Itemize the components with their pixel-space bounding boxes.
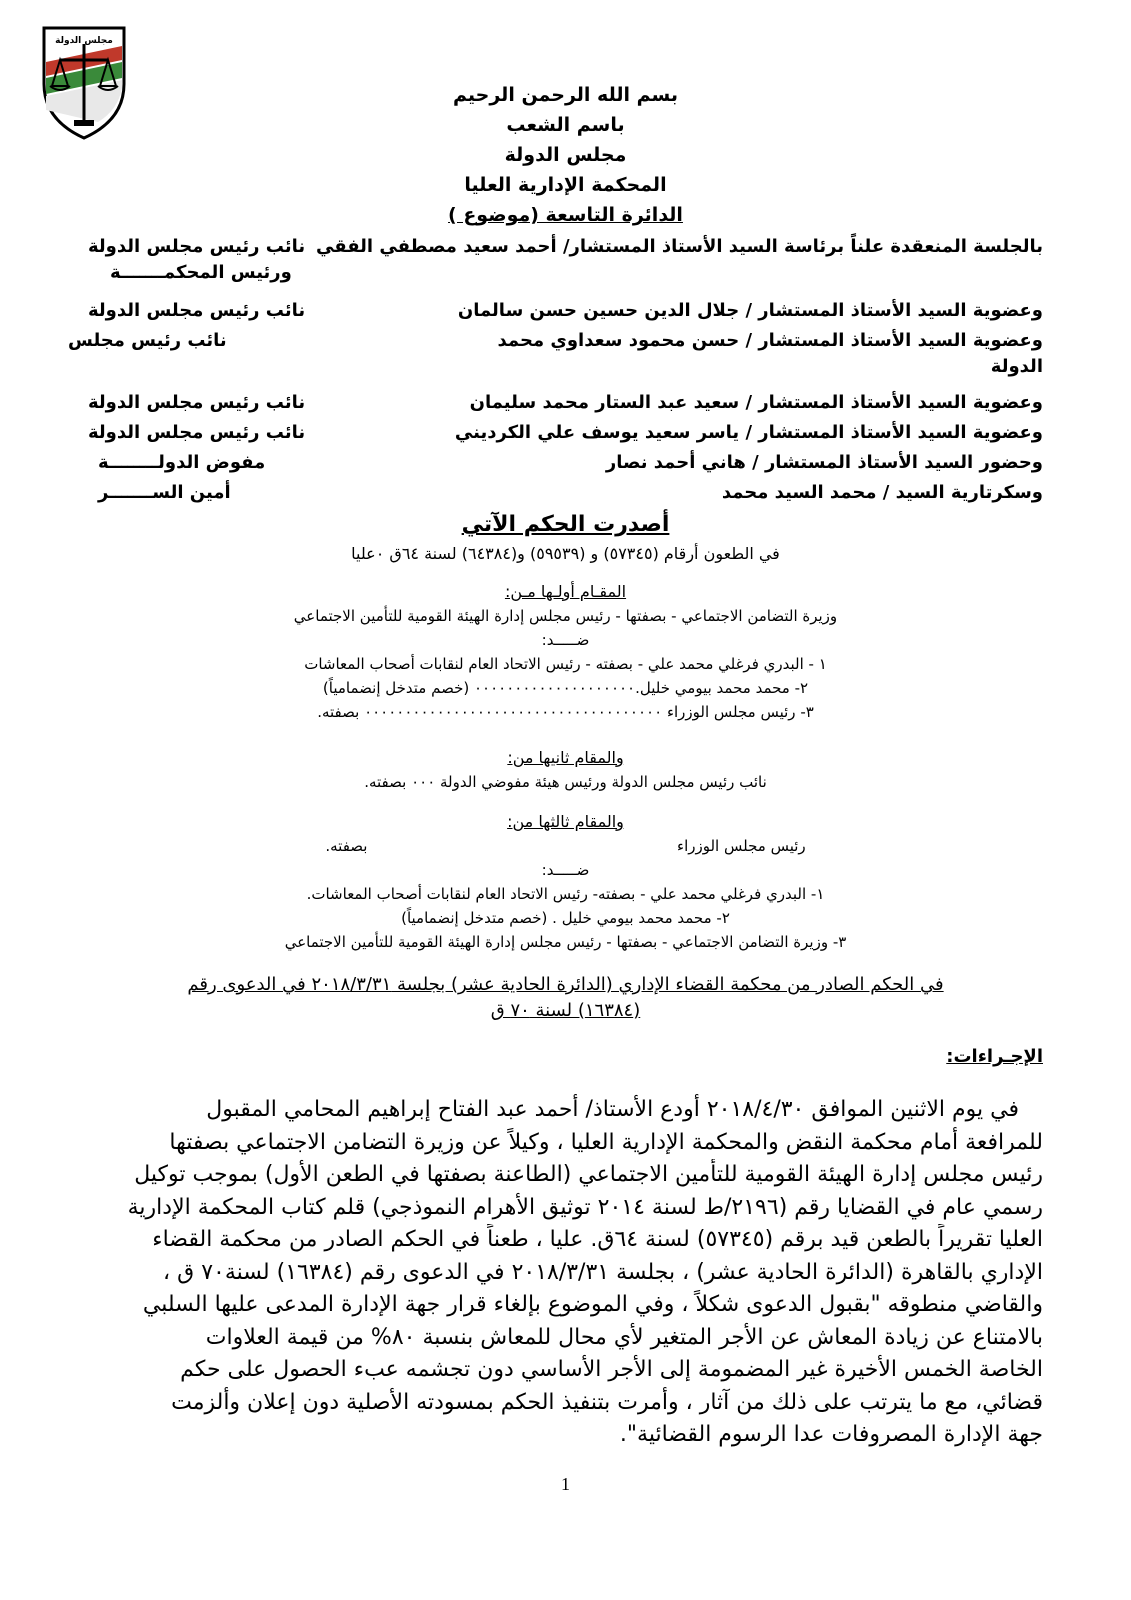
council-name: مجلس الدولة <box>504 144 627 166</box>
panel-member: وعضوية السيد الأستاذ المستشار / جلال الدين حسين حسن سالمان <box>457 300 1043 321</box>
panel-title-cont: ورئيس المحكمـــــــة <box>110 262 292 283</box>
panel-member: وسكرتارية السيد / محمد السيد محمد <box>721 482 1043 503</box>
paragraph-line: الخاصة الخمس الأخيرة غير المضمومة إلى الأجر الأساسي دون تجشمه عبء الحصول على حكم <box>180 1357 1043 1382</box>
paragraph-line: للمرافعة أمام محكمة النقض والمحكمة الإدارية العليا ، وكيلاً عن وزيرة التضامن الاجتماعي بصفتها <box>169 1129 1043 1155</box>
respondent-line: ٢- محمد محمد بيومي خليل.٠٠٠٠٠٠٠٠٠٠٠٠٠٠٠٠٠٠٠٠ (خصم متدخل إنضمامياً) <box>322 679 809 697</box>
paragraph-line: جهة الإدارة المصروفات عدا الرسوم القضائية". <box>619 1422 1043 1447</box>
paragraph-line: بالامتناع عن زيادة المعاش عن الأجر المتغير لأي محال للمعاش بنسبة ٨٠% من قيمة العلاوات <box>205 1324 1043 1350</box>
first-appeal-heading: المقـام أولـها مـن: <box>504 582 627 601</box>
panel-row <box>0 236 1131 283</box>
document-header <box>0 80 1131 230</box>
circuit-name: الدائرة التاسعة (موضوع ) <box>448 204 683 226</box>
respondent-line: ١- البدري فرغلي محمد علي - بصفته- رئيس الاتحاد العام لنقابات أصحاب المعاشات. <box>306 885 825 903</box>
second-appeal-heading: والمقام ثانيها من: <box>507 748 624 767</box>
against-label: ضـــــد: <box>541 861 590 879</box>
panel-row <box>0 422 1131 452</box>
second-appeal <box>0 746 1131 794</box>
panel-title: نائب رئيس مجلس <box>68 330 227 351</box>
paragraph-line: قضائي، مع ما يترتب على ذلك من آثار ، وأمرت بتنفيذ الحكم بمسودته الأصلية دون إعلان وألزمت <box>171 1389 1043 1415</box>
panel-row <box>0 300 1131 330</box>
panel-row <box>0 330 1131 377</box>
procedures-body <box>68 1094 1043 1452</box>
court-name: المحكمة الإدارية العليا <box>464 174 667 196</box>
respondent-line: ٣- رئيس مجلس الوزراء ٠٠٠٠٠٠٠٠٠٠٠٠٠٠٠٠٠٠٠٠٠٠٠٠٠٠٠٠٠٠٠٠٠٠٠٠٠ بصفته. <box>317 703 814 721</box>
respondent-line: ٣- وزيرة التضامن الاجتماعي - بصفتها - رئيس مجلس إدارة الهيئة القومية للتأمين الاجتماعي <box>284 933 847 951</box>
in-name-of-people: باسم الشعب <box>506 114 625 136</box>
page-number: 1 <box>561 1474 570 1494</box>
panel-member-cont: الدولة <box>990 356 1043 377</box>
paragraph-line: في يوم الاثنين الموافق ٢٠١٨/٤/٣٠ أودع الأستاذ/ أحمد عبد الفتاح إبراهيم المحامي المقبول <box>206 1097 1019 1122</box>
judgment-reference <box>0 972 1131 1024</box>
panel-member: وحضور السيد الأستاذ المستشار / هاني أحمد نصار <box>605 452 1043 473</box>
panel-title: نائب رئيس مجلس الدولة <box>88 300 306 321</box>
judgment-reference-line: في الحكم الصادر من محكمة القضاء الإداري (الدائرة الحادية عشر) بجلسة ٢٠١٨/٣/٣١ في الدعوى رقم <box>187 974 944 995</box>
first-appellant: وزيرة التضامن الاجتماعي - بصفتها - رئيس مجلس إدارة الهيئة القومية للتأمين الاجتماعي <box>293 607 838 625</box>
panel-title: نائب رئيس مجلس الدولة <box>88 236 306 257</box>
respondent-line: ١ - البدري فرغلي محمد علي - بصفته - رئيس الاتحاد العام لنقابات أصحاب المعاشات <box>304 655 827 673</box>
against-label: ضـــــد: <box>541 631 590 649</box>
panel-member: وعضوية السيد الأستاذ المستشار / سعيد عبد الستار محمد سليمان <box>469 392 1043 413</box>
paragraph-line: الإداري بالقاهرة (الدائرة الحادية عشر) ، بجلسة ٢٠١٨/٣/٣١ في الدعوى رقم (١٦٣٨٤) لسنة٧٠ ق ، <box>163 1259 1043 1285</box>
paragraph-line: والقاضي منطوقه "بقبول الدعوى شكلاً ، وفي الموضوع بإلغاء قرار جهة الإدارة المدعى عليها السلبي <box>142 1292 1043 1317</box>
paragraph-line: رسمي عام في القضايا رقم (٢١٩٦/ط لسنة ٢٠١٤ توثيق الأهرام النموذجي) قلم كتاب المحكمة الإدارية <box>127 1194 1043 1220</box>
third-appellant-row <box>0 834 1131 858</box>
third-capacity: بصفته. <box>325 837 368 855</box>
respondent-line: ٢- محمد محمد بيومي خليل . (خصم متدخل إنضمامياً) <box>401 909 730 927</box>
third-appeal <box>0 810 1131 954</box>
panel-member: بالجلسة المنعقدة علناً برئاسة السيد الأستاذ المستشار/ أحمد سعيد مصطفي الفقي <box>316 236 1043 257</box>
panel-member: وعضوية السيد الأستاذ المستشار / ياسر سعيد يوسف علي الكرديني <box>454 422 1043 443</box>
panel-row <box>0 482 1131 512</box>
panel-title: مفوض الدولــــــــة <box>98 452 266 473</box>
basmala: بسم الله الرحمن الرحيم <box>453 84 678 106</box>
panel-member: وعضوية السيد الأستاذ المستشار / حسن محمود سعداوي محمد <box>497 330 1043 351</box>
procedures-heading: الإجـراءات: <box>946 1046 1043 1067</box>
verdict-heading: أصدرت الحكم الآتي <box>461 512 670 537</box>
first-appeal <box>0 580 1131 724</box>
panel-row <box>0 452 1131 482</box>
second-appellant: نائب رئيس مجلس الدولة ورئيس هيئة مفوضي الدولة ٠٠٠ بصفته. <box>364 773 767 791</box>
panel-title: نائب رئيس مجلس الدولة <box>88 392 306 413</box>
third-appellant: رئيس مجلس الوزراء <box>677 837 806 855</box>
paragraph-line: رئيس مجلس إدارة الهيئة القومية للتأمين الاجتماعي (الطاعنة بصفتها في الطعن الأول) بموجب توكيل <box>134 1162 1043 1187</box>
appeals-line: في الطعون أرقام (٥٧٣٤٥) و (٥٩٥٣٩) و(٦٤٣٨٤) لسنة ٦٤ق ٠عليا <box>351 544 780 563</box>
third-appeal-heading: والمقام ثالثها من: <box>507 812 624 831</box>
paragraph-line: العليا تقريراً بالطعن قيد برقم (٥٧٣٤٥) لسنة ٦٤ق. عليا ، طعناً في الحكم الصادر من محكمة القضاء <box>152 1227 1043 1252</box>
panel-title: نائب رئيس مجلس الدولة <box>88 422 306 443</box>
judgment-reference-line: (١٦٣٨٤) لسنة ٧٠ ق <box>490 1000 641 1021</box>
panel-row <box>0 392 1131 422</box>
panel-title: أمين الســـــــر <box>98 482 231 503</box>
logo-caption: مجلس الدولة <box>55 36 113 46</box>
